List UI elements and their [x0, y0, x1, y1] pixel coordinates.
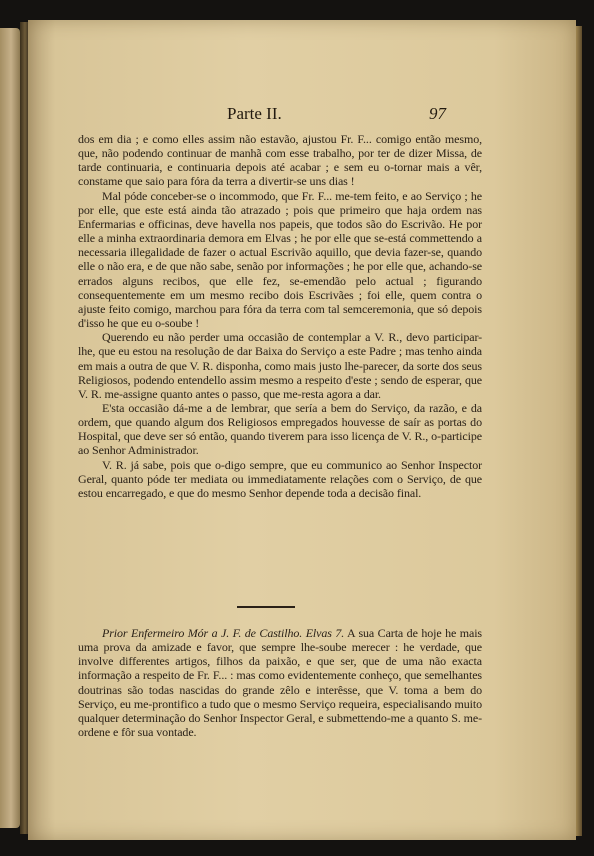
- letter-section: [78, 626, 482, 739]
- book-page: [28, 20, 576, 840]
- page-fore-edge: [576, 26, 582, 836]
- left-page-edge: [0, 28, 20, 828]
- letter-text: A sua Carta de hoje he mais uma prova da amizade e favor, que sempre lhe-soube merecer : he verdade, que involve differentes artigos, filhos da paixão, e que ser, que de uma não exacta informação a respeito de Fr. F... : mas como evidentemente conheço, que semelhantes doutrinas são todas nascidas do grande zêlo e interêsse, que V. toma a bem do Serviço, eu me-prontifico a tudo que o mesmo Serviço requeira, especialisando muito qualquer determinação do Senhor Inspector Geral, e submettendo-me a quanto S. me-ordene e fôr sua vontade.: [78, 626, 482, 740]
- paragraph-2: Mal póde conceber-se o incommodo, que Fr. F... me-tem feito, e ao Serviço ; he por elle, que este está ainda tão atrazado ; pois que primeiro que haja ordem nas Enfermarias e officinas, deve havella nos papeis, que todos são do Escrivão. He por elle a minha extraordinaria demora em Elvas ; he por elle que se-está commettendo a necessaria illegalidade de fazer o actual Escrivão aquillo, que devia fazer-se, quando elle o não era, e de que não sabe, senão por informações ; he por elle que, achando-se errados alguns recibos, que elle fez, se-emendão pelo actual ; figurando consequentemente em um mesmo recibo dois Escrivães ; foi elle, quem contra o ajuste feito comigo, marchou para fóra da terra com tal semceremonia, que só depois d'isso he que eu o-soube !: [78, 188, 482, 331]
- paragraph-3: Querendo eu não perder uma occasião de contemplar a V. R., devo participar-lhe, que eu estou na resolução de dar Baixa do Serviço a este Padre ; mas tenho ainda em mais a outra de que V. R. disponha, como mais justo lhe-parecer, da sorte dos seus Religiosos, podendo entendello assim mesmo a respeito d'este ; sendo de esperar, que V. R. me-assigne quanto antes o passo, que me-resta agora a dar.: [78, 330, 482, 401]
- paragraph-4: E'sta occasião dá-me a de lembrar, que sería a bem do Serviço, da razão, e da ordem, que quando algum dos Religiosos empregados houvesse de saír as portas do Hospital, que deve ser só então, quando tiverem para isso licença de V. R., o-participe ao Senhor Administrador.: [78, 400, 482, 458]
- section-divider: [237, 606, 295, 608]
- letter-heading: Prior Enfermeiro Mór a J. F. de Castilho. Elvas 7.: [102, 626, 345, 640]
- paragraph-1: dos em dia ; e como elles assim não estavão, ajustou Fr. F... comigo então mesmo, que, não podendo continuar de manhã com esse trabalho, por ter de dizer Missa, de tarde continuaria, e continuaria depois até acabar ; e sem eu o-tornar mais a vêr, constame que saio para fóra da terra a divertir-se uns dias !: [78, 132, 482, 189]
- body-text: [78, 132, 482, 500]
- page-number: 97: [429, 104, 446, 123]
- page-header: [28, 104, 576, 132]
- letter-paragraph: [78, 626, 482, 739]
- running-head: Parte II.: [227, 104, 282, 123]
- paragraph-5: V. R. já sabe, pois que o-digo sempre, que eu communico ao Senhor Inspector Geral, quanto póde ter mediata ou immediatamente relações com o Serviço, de que estou encarregado, e que do mesmo Senhor depende toda a decisão final.: [78, 457, 482, 500]
